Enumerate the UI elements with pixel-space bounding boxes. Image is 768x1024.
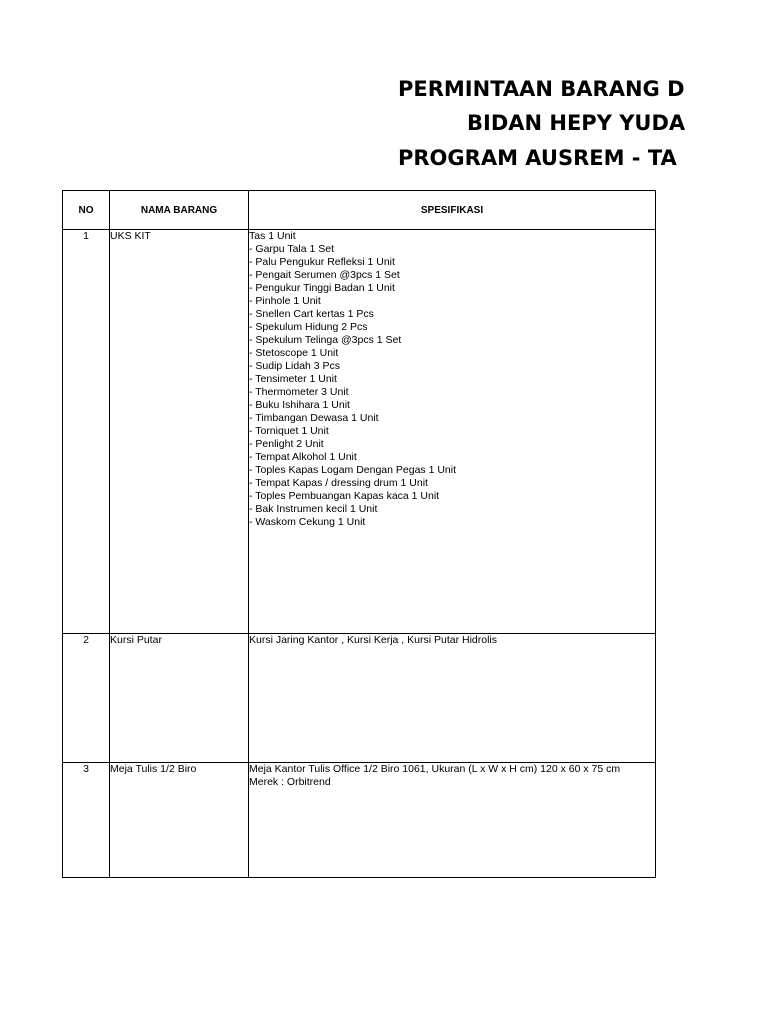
- cell-nama-barang: Kursi Putar: [110, 634, 249, 763]
- document-title-line-2: BIDAN HEPY YUDA: [467, 111, 686, 135]
- column-header-spesifikasi: SPESIFIKASI: [249, 191, 656, 230]
- spec-line: Kursi Jaring Kantor , Kursi Kerja , Kursi Putar Hidrolis: [249, 634, 498, 646]
- spec-line: - Timbangan Dewasa 1 Unit: [249, 412, 379, 424]
- cell-spesifikasi: [249, 230, 656, 634]
- spec-line: - Tempat Alkohol 1 Unit: [249, 451, 357, 463]
- spec-line: - Toples Kapas Logam Dengan Pegas 1 Unit: [249, 464, 457, 476]
- document-title-line-1: PERMINTAAN BARANG D: [398, 77, 685, 101]
- spec-line: - Pengukur Tinggi Badan 1 Unit: [249, 282, 395, 294]
- column-header-no: NO: [63, 191, 110, 230]
- spec-line: - Palu Pengukur Refleksi 1 Unit: [249, 256, 395, 268]
- table-row: [63, 634, 656, 763]
- cell-nama-barang: UKS KIT: [110, 230, 249, 634]
- cell-spesifikasi: [249, 763, 656, 878]
- table-header-row: [63, 191, 656, 230]
- spec-line: - Spekulum Hidung 2 Pcs: [249, 321, 368, 333]
- spec-line: - Buku Ishihara 1 Unit: [249, 399, 350, 411]
- spec-line: - Pinhole 1 Unit: [249, 295, 321, 307]
- spec-line: - Penlight 2 Unit: [249, 438, 324, 450]
- spec-line: - Sudip Lidah 3 Pcs: [249, 360, 341, 372]
- request-table: [62, 190, 656, 878]
- cell-nama-barang: Meja Tulis 1/2 Biro: [110, 763, 249, 878]
- spec-line: - Garpu Tala 1 Set: [249, 243, 335, 255]
- spec-line: - Toples Pembuangan Kapas kaca 1 Unit: [249, 490, 440, 502]
- cell-no: 1: [63, 230, 110, 634]
- spec-line: - Thermometer 3 Unit: [249, 386, 349, 398]
- spec-line: - Tempat Kapas / dressing drum 1 Unit: [249, 477, 428, 489]
- table-row: [63, 763, 656, 878]
- spec-line: - Torniquet 1 Unit: [249, 425, 329, 437]
- spec-line: Tas 1 Unit: [249, 230, 296, 242]
- table-row: [63, 230, 656, 634]
- document-title-line-3: PROGRAM AUSREM - TA: [398, 146, 677, 170]
- spec-line: - Snellen Cart kertas 1 Pcs: [249, 308, 374, 320]
- spec-line: - Tensimeter 1 Unit: [249, 373, 337, 385]
- spec-line: - Waskom Cekung 1 Unit: [249, 516, 366, 528]
- cell-no: 3: [63, 763, 110, 878]
- cell-spesifikasi: [249, 634, 656, 763]
- spec-line: - Bak Instrumen kecil 1 Unit: [249, 503, 378, 515]
- spec-line: - Stetoscope 1 Unit: [249, 347, 339, 359]
- spec-line: - Pengait Serumen @3pcs 1 Set: [249, 269, 400, 281]
- spec-line: - Spekulum Telinga @3pcs 1 Set: [249, 334, 402, 346]
- spec-line: Meja Kantor Tulis Office 1/2 Biro 1061, Ukuran (L x W x H cm) 120 x 60 x 75 cm: [249, 763, 621, 775]
- spec-line: Merek : Orbitrend: [249, 776, 331, 788]
- column-header-nama-barang: NAMA BARANG: [110, 191, 249, 230]
- cell-no: 2: [63, 634, 110, 763]
